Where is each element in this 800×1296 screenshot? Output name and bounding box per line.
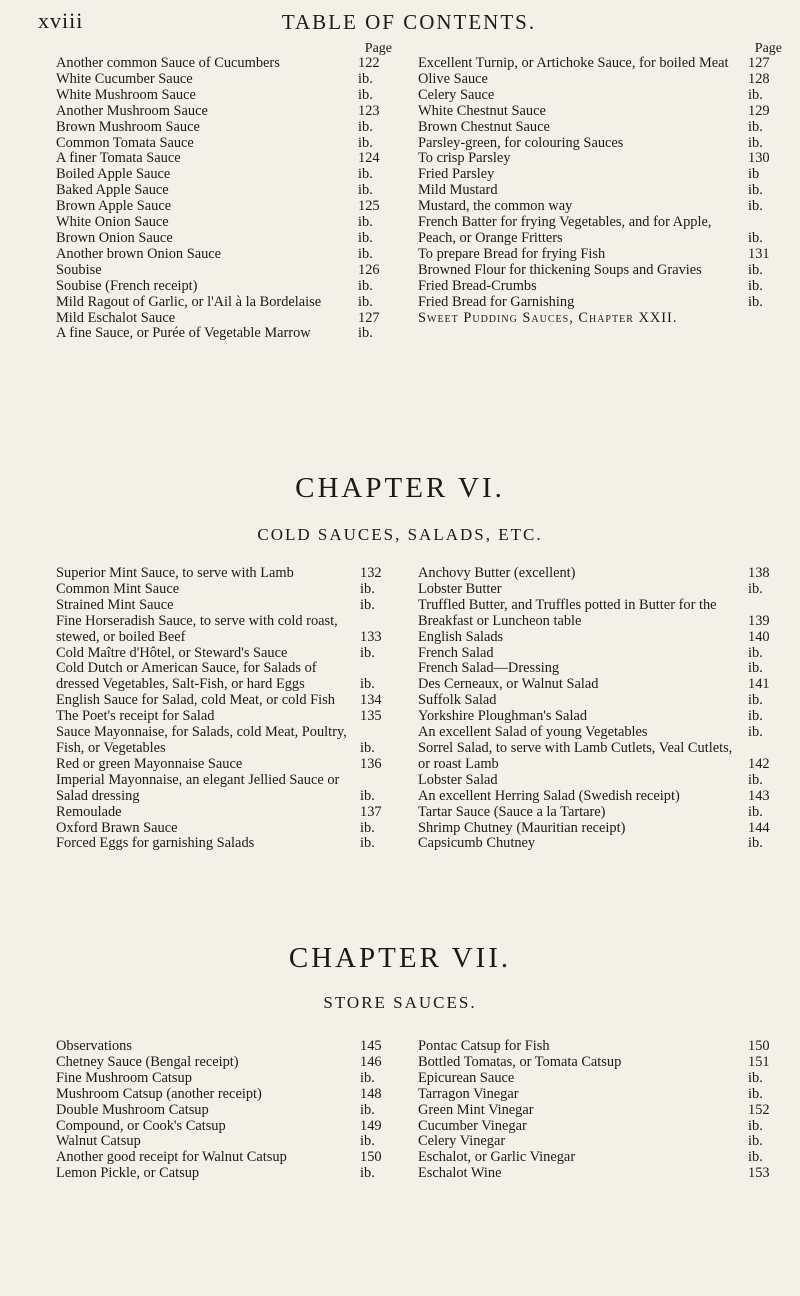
chapter-7-heading: CHAPTER VII. xyxy=(288,942,512,974)
toc-entry-title: Remoulade xyxy=(56,803,122,820)
toc-entry xyxy=(418,263,782,279)
toc-entry-title: Mild Eschalot Sauce xyxy=(56,309,176,326)
toc-entry-page: 142 xyxy=(748,757,782,773)
toc-list xyxy=(56,566,394,852)
toc-entry-title: Baked Apple Sauce xyxy=(56,182,169,199)
toc-entry-page: 150 xyxy=(360,1150,394,1166)
toc-entry-title: Another good receipt for Walnut Catsup xyxy=(56,1149,287,1166)
page-number: xviii xyxy=(38,8,84,33)
toc-entry-title: French Salad xyxy=(418,644,494,661)
toc-entry-title: Soubise (French receipt) xyxy=(56,277,198,294)
toc-entry-page: ib. xyxy=(748,231,782,247)
toc-entry xyxy=(56,709,394,725)
toc-entry-title: Strained Mint Sauce xyxy=(56,596,174,613)
toc-entry-title: Tarragon Vinegar xyxy=(418,1085,519,1102)
toc-entry-title: English Salads xyxy=(418,628,504,645)
toc-entry-page: 135 xyxy=(360,709,394,725)
toc-entry xyxy=(56,821,394,837)
toc-column-ch7-left xyxy=(56,1039,394,1182)
toc-entry xyxy=(418,215,782,247)
toc-entry-page: ib. xyxy=(358,247,392,263)
toc-entry-page: 140 xyxy=(748,630,782,646)
toc-entry-page: ib. xyxy=(748,1134,782,1150)
toc-entry-title: Fine Horseradish Sauce, to serve with cold roast, stewed, or boiled Beef xyxy=(56,612,338,645)
toc-entry-page: ib. xyxy=(358,183,392,199)
toc-entry-title: Forced Eggs for garnishing Salads xyxy=(56,835,255,852)
toc-entry xyxy=(56,757,394,773)
toc-entry-page: 144 xyxy=(748,821,782,837)
toc-entry xyxy=(418,1103,782,1119)
toc-entry-page: 146 xyxy=(360,1055,394,1071)
toc-entry xyxy=(418,1134,782,1150)
toc-entry-page: 127 xyxy=(748,56,782,72)
toc-entry-title: Browned Flour for thickening Soups and Gravies xyxy=(418,261,702,278)
toc-entry xyxy=(418,136,782,152)
toc-entry xyxy=(56,1119,394,1135)
toc-entry xyxy=(56,326,392,342)
toc-entry xyxy=(56,136,392,152)
toc-entry xyxy=(56,183,392,199)
toc-entry-title: Another brown Onion Sauce xyxy=(56,245,222,262)
toc-entry-title: Brown Apple Sauce xyxy=(56,198,172,215)
toc-entry xyxy=(56,566,394,582)
toc-entry xyxy=(56,72,392,88)
chapter-6-subheading: COLD SAUCES, SALADS, ETC. xyxy=(257,525,543,544)
toc-list xyxy=(418,1039,782,1182)
toc-entry-title: The Poet's receipt for Salad xyxy=(56,708,215,725)
toc-entry xyxy=(418,311,782,327)
toc-entry xyxy=(56,614,394,646)
toc-entry xyxy=(418,693,782,709)
toc-entry xyxy=(418,773,782,789)
toc-entry-title: Bottled Tomatas, or Tomata Catsup xyxy=(418,1053,622,1070)
toc-entry-title: Mustard, the common way xyxy=(418,198,573,215)
toc-entry xyxy=(418,1119,782,1135)
toc-entry-title: Brown Mushroom Sauce xyxy=(56,118,200,135)
toc-entry-title: Suffolk Salad xyxy=(418,692,497,709)
toc-entry-title: White Onion Sauce xyxy=(56,214,169,231)
toc-entry-page: ib. xyxy=(360,1134,394,1150)
toc-entry xyxy=(418,598,782,630)
toc-entry-page: 152 xyxy=(748,1103,782,1119)
toc-entry-title: To crisp Parsley xyxy=(418,150,511,167)
chapter-7-subheading: STORE SAUCES. xyxy=(323,993,477,1012)
toc-entry-page: 125 xyxy=(358,199,392,215)
toc-entry xyxy=(418,789,782,805)
toc-entry-page: 136 xyxy=(360,757,394,773)
toc-entry-title: Imperial Mayonnaise, an elegant Jellied Sauce or Salad dressing xyxy=(56,771,340,804)
toc-entry-title: Fine Mushroom Catsup xyxy=(56,1069,192,1086)
toc-entry xyxy=(418,1087,782,1103)
toc-entry xyxy=(56,693,394,709)
toc-entry-page: ib. xyxy=(360,677,394,693)
toc-entry-title: Compound, or Cook's Catsup xyxy=(56,1117,226,1134)
toc-entry-page: 143 xyxy=(748,789,782,805)
toc-entry xyxy=(418,167,782,183)
toc-entry-title: Mushroom Catsup (another receipt) xyxy=(56,1085,262,1102)
toc-entry xyxy=(418,1055,782,1071)
toc-entry-page: 131 xyxy=(748,247,782,263)
toc-column-ch6-left xyxy=(56,566,394,852)
toc-entry-page: ib. xyxy=(748,183,782,199)
toc-entry xyxy=(418,661,782,677)
toc-entry xyxy=(418,709,782,725)
toc-column-ch7-right xyxy=(418,1039,782,1182)
toc-entry-page: ib. xyxy=(748,693,782,709)
toc-entry xyxy=(418,582,782,598)
toc-entry-page: ib. xyxy=(360,789,394,805)
toc-entry-page: ib. xyxy=(358,279,392,295)
toc-entry-title: Sauce Mayonnaise, for Salads, cold Meat, Poultry, Fish, or Vegetables xyxy=(56,724,347,756)
toc-entry xyxy=(56,1166,394,1182)
toc-entry-page: ib. xyxy=(358,295,392,311)
toc-entry-page: 153 xyxy=(748,1166,782,1182)
toc-entry-title: Cold Maître d'Hôtel, or Steward's Sauce xyxy=(56,644,288,661)
toc-entry-page: 132 xyxy=(360,566,394,582)
toc-entry xyxy=(56,582,394,598)
toc-entry-title: Mild Mustard xyxy=(418,182,498,199)
toc-entry-title: Excellent Turnip, or Artichoke Sauce, for boiled Meat xyxy=(418,55,729,71)
toc-entry-title: White Mushroom Sauce xyxy=(56,86,196,103)
toc-entry xyxy=(418,741,782,773)
toc-entry-page: 149 xyxy=(360,1119,394,1135)
toc-entry-page: ib. xyxy=(748,136,782,152)
toc-entry-title: To prepare Bread for frying Fish xyxy=(418,245,606,262)
toc-entry-page: ib. xyxy=(358,88,392,104)
toc-entry-title: Another Mushroom Sauce xyxy=(56,102,208,119)
toc-entry-title: Cold Dutch or American Sauce, for Salads of dressed Vegetables, Salt-Fish, or hard Eggs xyxy=(56,660,317,693)
toc-entry-page: ib. xyxy=(748,88,782,104)
toc-entry-page: 148 xyxy=(360,1087,394,1103)
running-head xyxy=(38,8,780,32)
running-title: TABLE OF CONTENTS. xyxy=(281,10,537,34)
toc-entry-title: A finer Tomata Sauce xyxy=(56,150,181,167)
toc-entry-page: ib. xyxy=(748,199,782,215)
toc-entry xyxy=(56,56,392,72)
toc-entry-title: Lobster Butter xyxy=(418,580,502,597)
toc-entry xyxy=(56,598,394,614)
toc-entry xyxy=(56,1087,394,1103)
toc-entry xyxy=(418,279,782,295)
toc-entry-title: Truffled Butter, and Truffles potted in Butter for the Breakfast or Luncheon table xyxy=(418,596,717,629)
toc-entry xyxy=(418,1039,782,1055)
toc-entry xyxy=(56,263,392,279)
toc-entry xyxy=(418,72,782,88)
toc-entry-title: Boiled Apple Sauce xyxy=(56,166,171,183)
toc-entry-page: 129 xyxy=(748,104,782,120)
toc-entry xyxy=(418,88,782,104)
toc-entry-title: An excellent Salad of young Vegetables xyxy=(418,724,648,741)
toc-entry-title: Common Mint Sauce xyxy=(56,580,180,597)
toc-list xyxy=(56,1039,394,1182)
toc-entry xyxy=(56,295,392,311)
toc-entry-page: 126 xyxy=(358,263,392,279)
toc-entry xyxy=(56,120,392,136)
toc-entry xyxy=(56,661,394,693)
toc-entry-title: Capsicumb Chutney xyxy=(418,835,536,852)
toc-entry xyxy=(56,1055,394,1071)
toc-entry xyxy=(418,295,782,311)
toc-column-ch6-right xyxy=(418,566,782,852)
toc-entry-title: Oxford Brawn Sauce xyxy=(56,819,178,836)
toc-entry-title: Yorkshire Ploughman's Salad xyxy=(418,708,588,725)
toc-entry xyxy=(56,104,392,120)
toc-entry-title: French Salad—Dressing xyxy=(418,660,560,677)
toc-entry-page: ib. xyxy=(748,1119,782,1135)
toc-entry-page: ib. xyxy=(748,263,782,279)
toc-entry xyxy=(56,215,392,231)
toc-entry-title: English Sauce for Salad, cold Meat, or cold Fish xyxy=(56,692,335,709)
toc-entry-page: ib. xyxy=(360,1071,394,1087)
toc-entry-title: Des Cerneaux, or Walnut Salad xyxy=(418,676,599,693)
toc-entry-title: Parsley-green, for colouring Sauces xyxy=(418,134,624,151)
toc-entry-page: 145 xyxy=(360,1039,394,1055)
toc-entry-title: Olive Sauce xyxy=(418,70,488,87)
toc-entry-page: 133 xyxy=(360,630,394,646)
toc-entry-title: Chetney Sauce (Bengal receipt) xyxy=(56,1053,239,1070)
toc-entry xyxy=(56,1150,394,1166)
toc-entry-title: Eschalot Wine xyxy=(418,1165,502,1182)
toc-entry-title: Brown Onion Sauce xyxy=(56,229,173,246)
toc-entry-title: An excellent Herring Salad (Swedish receipt) xyxy=(418,787,680,804)
toc-entry xyxy=(56,279,392,295)
toc-entry xyxy=(418,646,782,662)
toc-entry xyxy=(56,805,394,821)
toc-entry-page: 122 xyxy=(358,56,392,72)
toc-entry-page: ib. xyxy=(360,598,394,614)
toc-entry-title: Fried Parsley xyxy=(418,166,495,183)
toc-entry-page: 151 xyxy=(748,1055,782,1071)
toc-entry-page: 124 xyxy=(358,151,392,167)
toc-entry-page: ib. xyxy=(748,1071,782,1087)
toc-entry-page: 150 xyxy=(748,1039,782,1055)
toc-entry-page: ib. xyxy=(748,709,782,725)
toc-entry xyxy=(56,199,392,215)
toc-entry-page: ib. xyxy=(748,725,782,741)
toc-entry xyxy=(418,1166,782,1182)
toc-entry-title: Celery Vinegar xyxy=(418,1133,506,1150)
toc-entry-page: ib. xyxy=(748,279,782,295)
toc-entry-page: 130 xyxy=(748,151,782,167)
toc-entry xyxy=(418,120,782,136)
toc-entry-page: ib. xyxy=(358,167,392,183)
toc-entry-page: ib. xyxy=(360,582,394,598)
page-label: Page xyxy=(754,41,782,56)
toc-entry xyxy=(56,1134,394,1150)
toc-entry-page: ib. xyxy=(360,1103,394,1119)
toc-entry xyxy=(56,151,392,167)
toc-entry xyxy=(418,1150,782,1166)
page-label: Page xyxy=(364,41,392,56)
toc-entry-title: White Chestnut Sauce xyxy=(418,102,546,119)
toc-entry-title: Lemon Pickle, or Catsup xyxy=(56,1165,200,1182)
toc-column-top-right xyxy=(418,42,782,326)
toc-entry xyxy=(418,104,782,120)
toc-entry xyxy=(418,247,782,263)
toc-entry-title: Fried Bread for Garnishing xyxy=(418,293,575,310)
toc-entry-title: Green Mint Vinegar xyxy=(418,1101,534,1118)
toc-entry-page: ib. xyxy=(358,215,392,231)
toc-entry xyxy=(56,725,394,757)
toc-entry-page: ib. xyxy=(748,1150,782,1166)
toc-entry xyxy=(418,821,782,837)
toc-entry-page: ib. xyxy=(748,805,782,821)
toc-entry-title: Common Tomata Sauce xyxy=(56,134,194,151)
toc-entry-title: Celery Sauce xyxy=(418,86,495,103)
toc-entry xyxy=(56,1071,394,1087)
toc-entry-title: Double Mushroom Catsup xyxy=(56,1101,209,1118)
toc-entry-page: ib. xyxy=(358,326,392,342)
toc-entry-title: Tartar Sauce (Sauce a la Tartare) xyxy=(418,803,606,820)
toc-entry xyxy=(418,677,782,693)
toc-entry-title: Fried Bread-Crumbs xyxy=(418,277,537,294)
toc-entry-title: Lobster Salad xyxy=(418,771,498,788)
toc-entry-page: ib. xyxy=(360,821,394,837)
toc-entry-title: French Batter for frying Vegetables, and for Apple, Peach, or Orange Fritters xyxy=(418,214,712,246)
toc-entry xyxy=(418,836,782,852)
toc-entry-title: Observations xyxy=(56,1038,132,1054)
toc-entry-page: ib. xyxy=(748,646,782,662)
toc-entry-page: ib. xyxy=(358,136,392,152)
toc-entry xyxy=(56,836,394,852)
toc-entry-page: ib. xyxy=(358,120,392,136)
toc-entry-page: 139 xyxy=(748,614,782,630)
toc-entry-title: Epicurean Sauce xyxy=(418,1069,515,1086)
toc-entry xyxy=(56,646,394,662)
toc-list xyxy=(418,56,782,326)
toc-entry-page: ib. xyxy=(748,661,782,677)
toc-entry-page: ib. xyxy=(360,1166,394,1182)
toc-entry xyxy=(418,805,782,821)
toc-entry xyxy=(56,247,392,263)
toc-entry xyxy=(56,88,392,104)
toc-entry-page: ib. xyxy=(360,741,394,757)
toc-entry-title: Walnut Catsup xyxy=(56,1133,141,1150)
toc-entry-title: Mild Ragout of Garlic, or l'Ail à la Bordelaise xyxy=(56,293,322,310)
toc-entry xyxy=(418,183,782,199)
toc-entry-page: 127 xyxy=(358,311,392,327)
toc-entry-title: Sweet Pudding Sauces, Chapter XXII. xyxy=(418,309,678,326)
toc-entry-title: Another common Sauce of Cucumbers xyxy=(56,55,280,71)
chapter-6-heading: CHAPTER VI. xyxy=(295,472,505,504)
toc-entry-title: A fine Sauce, or Purée of Vegetable Marrow xyxy=(56,325,311,342)
toc-entry-title: Superior Mint Sauce, to serve with Lamb xyxy=(56,565,294,581)
toc-entry xyxy=(418,630,782,646)
toc-entry-page: ib. xyxy=(748,120,782,136)
toc-entry-title: Sorrel Salad, to serve with Lamb Cutlets, Veal Cutlets, or roast Lamb xyxy=(418,739,733,772)
toc-entry-page: ib. xyxy=(360,646,394,662)
toc-entry-page: ib. xyxy=(748,1087,782,1103)
toc-entry-title: Anchovy Butter (excellent) xyxy=(418,565,576,581)
toc-entry-page: ib. xyxy=(358,231,392,247)
toc-entry xyxy=(56,773,394,805)
toc-entry-page: ib. xyxy=(748,836,782,852)
toc-entry-page: ib. xyxy=(358,72,392,88)
toc-entry-page: 141 xyxy=(748,677,782,693)
toc-entry-page: ib. xyxy=(360,836,394,852)
toc-entry xyxy=(56,231,392,247)
toc-entry-title: Red or green Mayonnaise Sauce xyxy=(56,755,243,772)
toc-entry-page: 128 xyxy=(748,72,782,88)
toc-entry xyxy=(418,566,782,582)
toc-entry-page: 134 xyxy=(360,693,394,709)
toc-column-top-left xyxy=(56,42,392,342)
toc-entry-page: ib xyxy=(748,167,782,183)
toc-entry xyxy=(56,167,392,183)
toc-entry-page: ib. xyxy=(748,773,782,789)
toc-entry-title: Shrimp Chutney (Mauritian receipt) xyxy=(418,819,626,836)
toc-entry-page: 123 xyxy=(358,104,392,120)
toc-entry-title: Cucumber Vinegar xyxy=(418,1117,527,1134)
toc-entry xyxy=(56,1103,394,1119)
toc-entry-title: Brown Chestnut Sauce xyxy=(418,118,550,135)
toc-entry xyxy=(56,311,392,327)
toc-list xyxy=(418,566,782,852)
toc-entry-page: 137 xyxy=(360,805,394,821)
toc-entry xyxy=(418,1071,782,1087)
toc-entry-title: Soubise xyxy=(56,261,102,278)
toc-entry xyxy=(56,1039,394,1055)
toc-entry-page: ib. xyxy=(748,295,782,311)
toc-entry-page: 138 xyxy=(748,566,782,582)
toc-entry xyxy=(418,199,782,215)
toc-entry xyxy=(418,151,782,167)
toc-entry-title: Pontac Catsup for Fish xyxy=(418,1038,550,1054)
toc-entry-title: Eschalot, or Garlic Vinegar xyxy=(418,1149,576,1166)
toc-entry xyxy=(418,725,782,741)
toc-entry-title: White Cucumber Sauce xyxy=(56,70,193,87)
toc-entry xyxy=(418,56,782,72)
toc-entry-page: ib. xyxy=(748,582,782,598)
toc-list xyxy=(56,56,392,342)
